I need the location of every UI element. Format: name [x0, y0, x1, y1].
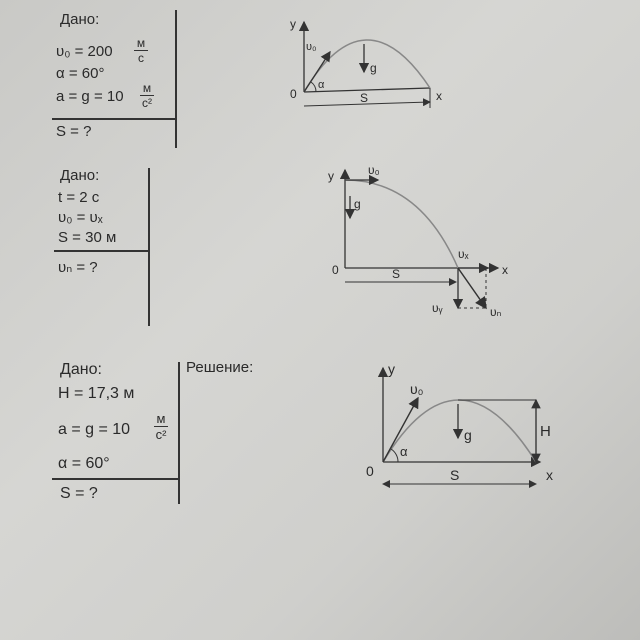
- p1-origin: 0: [290, 87, 297, 101]
- p3-alpha: α = 60°: [58, 455, 110, 472]
- p2-g-label: g: [354, 197, 361, 211]
- p3-s-label: S: [450, 467, 460, 483]
- p3-heading: Дано:: [60, 361, 102, 378]
- p3-solution-label: Решение:: [186, 359, 254, 376]
- p2-x-label: x: [502, 263, 508, 277]
- p1-heading: Дано:: [60, 11, 100, 28]
- p3-x-label: x: [546, 467, 553, 483]
- p1-v0-unit: м с: [134, 37, 148, 64]
- p1-s-label: S: [360, 91, 369, 105]
- p3-h-label: H: [540, 423, 551, 440]
- p1-v0: υ₀ = 200: [56, 43, 113, 60]
- p3-alpha-arc: [391, 449, 398, 462]
- p3-a: a = g = 10: [58, 421, 131, 438]
- p2-s-label: S: [392, 267, 401, 281]
- p1-alpha: α = 60°: [56, 65, 105, 82]
- p2-v: υ₀ = υₓ: [58, 209, 103, 226]
- p2-find: υₙ = ?: [58, 259, 98, 276]
- p2-s: S = 30 м: [58, 229, 117, 246]
- p1-find: S = ?: [56, 123, 92, 140]
- p1-y-label: y: [290, 17, 296, 31]
- p2-t: t = 2 с: [58, 189, 100, 206]
- p3-y-label: y: [388, 361, 395, 377]
- p3-alpha-label: α: [400, 444, 408, 459]
- p2-vx-label: υₓ: [458, 247, 469, 261]
- p2-v0-label: υ₀: [368, 163, 380, 177]
- p1-x-label: x: [436, 89, 442, 103]
- p2-vy-label: υᵧ: [432, 301, 443, 315]
- p1-v0-label: υ₀: [306, 41, 317, 53]
- p1-alpha-label: α: [318, 79, 325, 91]
- p3-g-label: g: [464, 427, 472, 443]
- p3-v0-label: υ₀: [410, 381, 424, 397]
- p2-y-label: y: [328, 169, 334, 183]
- p3-origin: 0: [366, 463, 374, 479]
- p2-vn-label: υₙ: [490, 305, 502, 319]
- p2-heading: Дано:: [60, 167, 100, 184]
- p3-find: S = ?: [60, 485, 98, 502]
- p2-origin: 0: [332, 263, 339, 277]
- p1-a: a = g = 10: [56, 88, 124, 105]
- p1-g-label: g: [370, 61, 377, 75]
- p3-a-unit: м с²: [155, 411, 167, 442]
- p3-h: H = 17,3 м: [58, 385, 135, 402]
- p1-a-unit: м с²: [142, 81, 152, 110]
